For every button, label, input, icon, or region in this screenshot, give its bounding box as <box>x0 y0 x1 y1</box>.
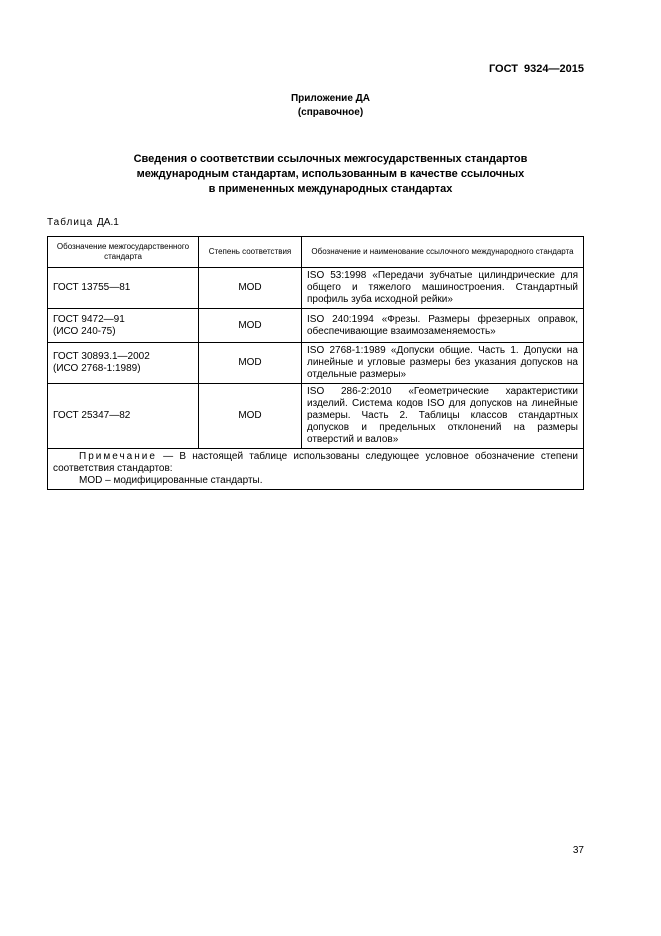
table-label <box>47 217 119 228</box>
gost-designation: ГОСТ 9472—91 <box>53 313 125 325</box>
note-text: — В настоящей таблице использованы следующее условное обозначение степени соответствия стандартов: <box>53 451 579 474</box>
note-label: Примечание <box>79 451 157 462</box>
note-line <box>53 451 578 475</box>
iso-cell: ISO 286-2:2010 «Геометрические характеристики изделий. Система кодов ISO для допусков на линейные размеры. Часть 2. Таблицы классов стандартных допусков и предельных отклонений на размеры отверстий и валов» <box>302 384 584 449</box>
document-id: ГОСТ 9324—2015 <box>488 63 584 75</box>
column-header: Степень соответствия <box>199 237 302 268</box>
gost-designation: ГОСТ 25347—82 <box>53 410 131 421</box>
gost-alt-designation: (ИСО 240-75) <box>53 325 116 337</box>
column-header: Обозначение и наименование ссылочного международного стандарта <box>302 237 584 268</box>
degree-cell: MOD <box>199 343 302 384</box>
degree-cell: MOD <box>199 309 302 343</box>
table-row <box>48 343 584 384</box>
table-row <box>48 268 584 309</box>
gost-cell <box>48 309 199 343</box>
gost-designation: ГОСТ 13755—81 <box>53 282 131 293</box>
section-title-line: Сведения о соответствии ссылочных межгосударственных стандартов <box>133 153 528 165</box>
page-number: 37 <box>572 845 584 856</box>
annex-subtitle: (справочное) <box>297 107 364 118</box>
annex-heading <box>0 92 661 120</box>
table-note-row <box>48 449 584 490</box>
column-header: Обозначение межгосударственного стандарта <box>48 237 199 268</box>
degree-cell: MOD <box>199 384 302 449</box>
annex-title: Приложение ДА <box>290 93 371 104</box>
iso-cell: ISO 240:1994 «Фрезы. Размеры фрезерных оправок, обеспечивающие взаимозаменяемость» <box>302 309 584 343</box>
note-legend: MOD – модифицированные стандарты. <box>79 475 263 486</box>
gost-cell <box>48 343 199 384</box>
section-title-line: международным стандартам, использованным в качестве ссылочных <box>136 168 525 180</box>
table-note <box>48 449 584 490</box>
section-title-line: в примененных международных стандартах <box>208 183 453 195</box>
table-row <box>48 309 584 343</box>
section-title <box>0 152 661 197</box>
table-header-row <box>48 237 584 268</box>
iso-cell: ISO 2768-1:1989 «Допуски общие. Часть 1. Допуски на линейные и угловые размеры без указания допусков на отдельные размеры» <box>302 343 584 384</box>
correspondence-table <box>47 236 584 490</box>
gost-designation: ГОСТ 30893.1—2002 <box>53 351 150 362</box>
degree-cell: MOD <box>199 268 302 309</box>
gost-cell <box>48 268 199 309</box>
table-row <box>48 384 584 449</box>
table-label-number: ДА.1 <box>97 217 119 228</box>
table-label-word: Таблица <box>47 217 94 228</box>
iso-cell: ISO 53:1998 «Передачи зубчатые цилиндрические для общего и тяжелого машиностроения. Стандартный профиль зуба исходной рейки» <box>302 268 584 309</box>
gost-alt-designation: (ИСО 2768-1:1989) <box>53 363 141 374</box>
gost-cell <box>48 384 199 449</box>
